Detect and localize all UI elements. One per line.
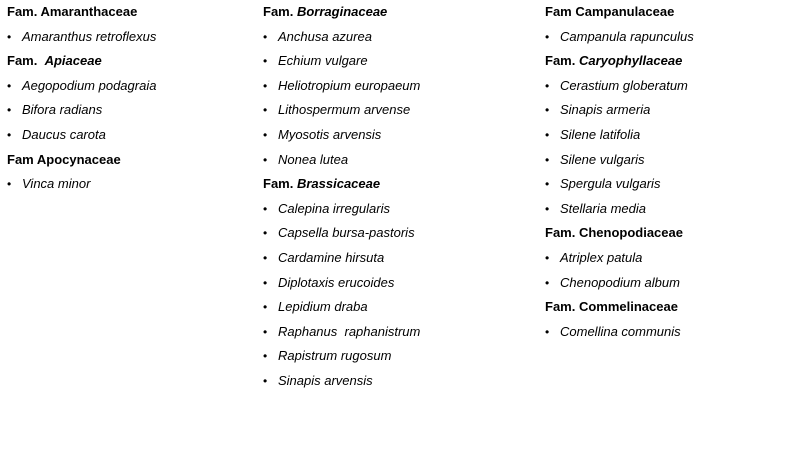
bullet-icon: • [7, 177, 12, 192]
species-list-item [7, 123, 247, 148]
bullet-icon: • [263, 103, 268, 118]
species-name: Spergula vulgaris [560, 176, 661, 192]
species-list-item [263, 344, 533, 369]
bullet-icon: • [263, 275, 268, 290]
bullet-icon: • [263, 324, 268, 339]
bullet-icon: • [263, 349, 268, 364]
species-list-item [263, 246, 533, 271]
family-heading [263, 172, 533, 197]
species-list-item [545, 320, 795, 345]
family-prefix: Fam Campanulaceae [545, 4, 675, 19]
species-list-item [263, 197, 533, 222]
bullet-icon: • [545, 201, 550, 216]
species-name: Bifora radians [22, 102, 103, 118]
species-list-item [263, 148, 533, 173]
species-name: Lepidium draba [278, 299, 368, 315]
family-name: Borraginaceae [296, 4, 388, 19]
species-name: Silene latifolia [560, 126, 641, 142]
bullet-icon: • [545, 324, 550, 339]
species-list-item [263, 49, 533, 74]
family-prefix: Fam. Commelinaceae [545, 299, 678, 315]
family-heading [545, 221, 795, 246]
species-list-item [545, 246, 795, 271]
species-name: Diplotaxis erucoides [278, 274, 395, 290]
bullet-icon: • [263, 78, 268, 93]
bullet-icon: • [263, 127, 268, 142]
bullet-icon: • [545, 127, 550, 142]
species-list-item [7, 25, 247, 50]
species-list-item [7, 74, 247, 99]
family-prefix: Fam Apocynaceae [7, 151, 121, 167]
species-name: Amaranthus retroflexus [22, 28, 157, 44]
bullet-icon: • [263, 250, 268, 265]
column-1 [7, 0, 247, 197]
family-prefix: Fam. [7, 53, 45, 69]
species-name: Campanula rapunculus [560, 28, 694, 44]
bullet-icon: • [545, 275, 550, 290]
species-list-item [263, 98, 533, 123]
species-list-item [545, 25, 795, 50]
family-heading [545, 0, 795, 25]
bullet-icon: • [263, 226, 268, 241]
species-list-item [545, 271, 795, 296]
species-name: Capsella bursa-pastoris [278, 225, 415, 241]
species-list-item [545, 74, 795, 99]
family-heading [545, 295, 795, 320]
species-list-item [263, 123, 533, 148]
species-name: Cerastium globeratum [560, 77, 688, 93]
family-heading [263, 0, 533, 25]
species-list-item [545, 123, 795, 148]
family-prefix: Fam. [545, 53, 579, 69]
species-name: Silene vulgaris [560, 151, 645, 167]
bullet-icon: • [545, 152, 550, 167]
species-name: Raphanus raphanistrum [278, 323, 421, 339]
family-heading [7, 0, 247, 25]
species-name: Sinapis armeria [560, 102, 651, 118]
family-heading [7, 148, 247, 173]
species-list-item [7, 172, 247, 197]
species-list-item [545, 172, 795, 197]
bullet-icon: • [7, 127, 12, 142]
bullet-icon: • [545, 103, 550, 118]
species-list-item [263, 369, 533, 394]
species-name: Heliotropium europaeum [278, 77, 421, 93]
bullet-icon: • [7, 29, 12, 44]
species-name: Aegopodium podagraia [22, 77, 157, 93]
species-name: Vinca minor [22, 176, 91, 192]
species-list-item [263, 295, 533, 320]
bullet-icon: • [263, 201, 268, 216]
species-list-item [263, 221, 533, 246]
species-list-item [545, 197, 795, 222]
species-name: Cardamine hirsuta [278, 249, 385, 265]
bullet-icon: • [263, 54, 268, 69]
species-list-item [263, 271, 533, 296]
species-name: Stellaria media [560, 200, 646, 216]
family-name: Apiaceae [44, 53, 102, 69]
species-name: Nonea lutea [278, 151, 349, 167]
bullet-icon: • [545, 177, 550, 192]
bullet-icon: • [7, 78, 12, 93]
bullet-icon: • [545, 250, 550, 265]
species-list-item [545, 98, 795, 123]
species-list-item [7, 98, 247, 123]
family-heading [7, 49, 247, 74]
species-name: Lithospermum arvense [278, 102, 411, 118]
species-name: Comellina communis [560, 323, 681, 339]
bullet-icon: • [263, 300, 268, 315]
species-name: Myosotis arvensis [278, 126, 382, 142]
bullet-icon: • [263, 152, 268, 167]
species-name: Chenopodium album [560, 274, 680, 290]
bullet-icon: • [263, 373, 268, 388]
family-prefix: Fam. Amaranthaceae [7, 4, 138, 19]
species-name: Atriplex patula [560, 249, 643, 265]
species-name: Sinapis arvensis [278, 372, 373, 388]
species-list-item [545, 148, 795, 173]
family-prefix: Fam. Chenopodiaceae [545, 225, 683, 241]
bullet-icon: • [263, 29, 268, 44]
species-name: Anchusa azurea [278, 28, 372, 44]
family-heading [545, 49, 795, 74]
species-list-item [263, 74, 533, 99]
species-list-item [263, 25, 533, 50]
species-list-item [263, 320, 533, 345]
bullet-icon: • [545, 78, 550, 93]
bullet-icon: • [7, 103, 12, 118]
column-3 [545, 0, 795, 344]
family-name: Caryophyllaceae [578, 53, 683, 69]
bullet-icon: • [545, 29, 550, 44]
family-prefix: Fam. [263, 176, 297, 192]
column-2 [263, 0, 533, 394]
species-name: Rapistrum rugosum [278, 348, 392, 364]
family-prefix: Fam. [263, 4, 297, 19]
family-name: Brassicaceae [296, 176, 381, 192]
species-name: Daucus carota [22, 126, 106, 142]
species-name: Calepina irregularis [278, 200, 390, 216]
species-name: Echium vulgare [278, 53, 368, 69]
